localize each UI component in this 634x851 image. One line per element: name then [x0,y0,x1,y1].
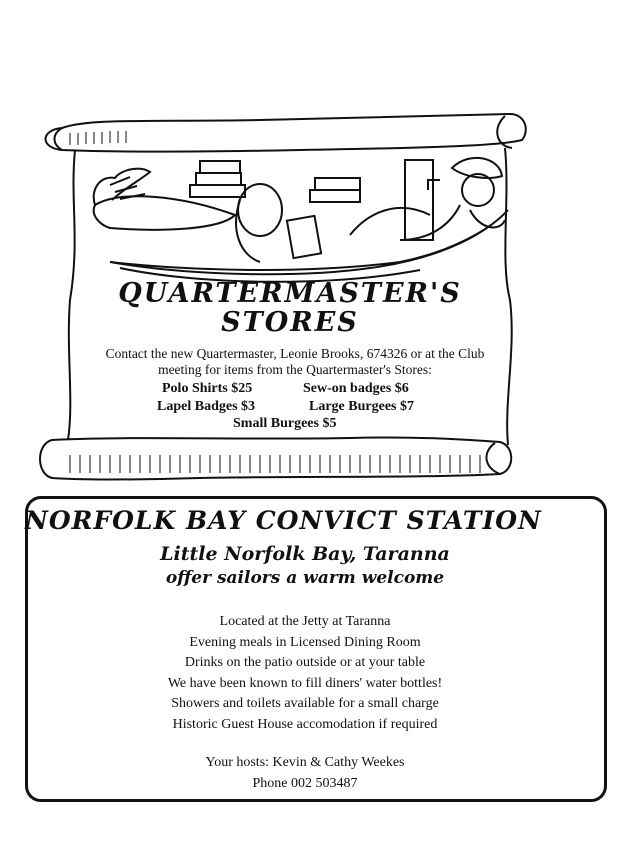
scroll-bottom-roll [40,437,511,479]
item-large-burgees: Large Burgees $7 [309,399,414,414]
feature-item: Drinks on the patio outside or at your table [184,655,426,670]
feature-item: We have been known to fill diners' water bottles! [167,675,443,691]
feature-item: Showers and toilets available for a small charge [171,696,439,711]
feature-item: Evening meals in Licensed Dining Room [189,634,421,650]
books-illustration [190,161,360,202]
convict-station-tagline: offer sailors a warm welcome [165,568,445,588]
item-lapel-badges: Lapel Badges $3 [157,399,256,414]
convict-station-features [25,612,585,735]
convict-station-hosts: Your hosts: Kevin & Cathy Weekes [205,755,405,770]
quartermaster-contact-text: Contact the new Quartermaster, Leonie Brooks, 674326 or at the Club meeting for items from the Quartermaster's Stores: [105,346,485,377]
quartermaster-title: QUARTERMASTER'S [118,278,462,309]
item-small-burgees: Small Burgees $5 [233,416,337,431]
convict-station-title: NORFOLK BAY CONVICT STATION [25,506,542,535]
convict-station-phone: Phone 002 503487 [252,776,358,791]
sailor-illustration [350,158,505,240]
item-sew-on-badges: Sew-on badges $6 [303,381,409,396]
feature-item: Located at the Jetty at Taranna [219,614,391,629]
convict-station-location: Little Norfolk Bay, Taranna [160,543,450,565]
feature-item: Historic Guest House accomodation if required [172,716,438,732]
mermaid-illustration [94,169,321,262]
quartermaster-subtitle: STORES [221,307,359,338]
item-polo-shirts: Polo Shirts $25 [162,381,253,396]
